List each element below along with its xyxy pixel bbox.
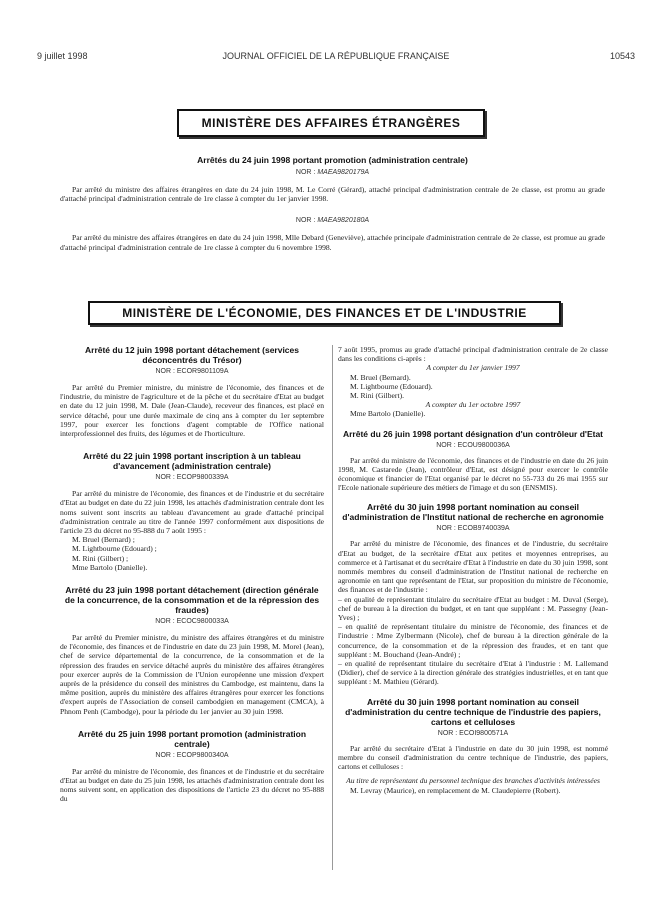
nor-reference: NOR : MAEA9820180A bbox=[295, 217, 370, 225]
nor-reference: NOR : ECOB9740039A bbox=[436, 525, 510, 533]
effective-date: A compter du 1er octobre 1997 bbox=[425, 400, 521, 410]
list-item: Mme Bartolo (Danielle). bbox=[72, 562, 148, 572]
section-foreign-affairs bbox=[60, 155, 605, 252]
article-title: Arrêté du 26 juin 1998 portant désignation d'un contrôleur d'Etat bbox=[342, 428, 604, 439]
article-paragraph: Par arrêté du ministre des affaires étrangères en date du 24 juin 1998, Mlle Debard (Geneviève), attachée principale d'administration centrale de 2e classe, est promue au grade d'attaché principal d'administration centrale de 1re classe à compter du 6 novembre 1998. bbox=[60, 233, 605, 252]
page-header bbox=[37, 51, 635, 65]
article-paragraph: M. Levray (Maurice), en remplacement de M. Claudepierre (Robert). bbox=[350, 785, 561, 795]
list-item: M. Bruel (Bernard). bbox=[350, 372, 411, 382]
article-heading: Arrêtés du 24 juin 1998 portant promotion (administration centrale) bbox=[197, 155, 468, 165]
ministry-title-economy: MINISTÈRE DE L'ÉCONOMIE, DES FINANCES ET DE L'INDUSTRIE bbox=[88, 301, 561, 325]
list-item: Mme Bartolo (Danielle). bbox=[350, 409, 426, 419]
left-column bbox=[60, 345, 324, 804]
ministry-title-foreign-affairs: MINISTÈRE DES AFFAIRES ÉTRANGÈRES bbox=[177, 109, 485, 137]
list-item: M. Lightbourne (Edouard) ; bbox=[72, 544, 157, 554]
article-title: Arrêté du 23 juin 1998 portant détachement (direction générale de la concurrence, de la consommation et de la répression des fraudes) bbox=[64, 585, 320, 616]
right-column bbox=[338, 345, 608, 795]
article-paragraph: Par arrêté du ministre de l'économie, des finances et de l'industrie, du secrétaire d'Etat au budget, de la secrétaire d'Etat aux petites et moyennes entreprises, au commerce et à l'artisanat et du secrétaire d'Etat à l'industrie en date du 30 juin 1998, sont nommés membres du conseil d'administration de l'Institut national de recherche en agronomie en tant que représentant de l'Etat, sur proposition du ministre de l'économie, des finances et de l'industrie : bbox=[338, 539, 608, 595]
article-title: Arrêté du 30 juin 1998 portant nomination au conseil d'administration du centre technique de l'industrie des papiers, cartons et celluloses bbox=[345, 696, 601, 727]
article-paragraph-continued: 7 août 1995, promus au grade d'attaché principal d'administration centrale de 2e classe dans les conditions ci-après : bbox=[338, 345, 608, 364]
name-list bbox=[338, 409, 608, 418]
column-divider bbox=[332, 345, 333, 870]
name-list bbox=[338, 373, 608, 401]
list-item: – en qualité de représentant titulaire du ministre de l'économie, des finances et de l'industrie : Mme Zylbermann (Nicole), chef de bureau à la direction générale de la concurrence, de la consommation et de la répression des fraudes, et en tant que suppléant : M. Bouchand (Jean-André) ; bbox=[338, 622, 608, 659]
article-paragraph: Par arrêté du ministre des affaires étrangères en date du 24 juin 1998, M. Le Corré (Gérard), attaché principal d'administration centrale de 2e classe, est promu au grade d'attaché principal d'administration centrale de 1re classe à compter du 1er janvier 1998. bbox=[60, 185, 605, 204]
nor-reference: NOR : MAEA9820179A bbox=[295, 169, 370, 176]
effective-date: A compter du 1er janvier 1997 bbox=[426, 363, 520, 373]
header-journal: JOURNAL OFFICIEL DE LA RÉPUBLIQUE FRANÇAISE bbox=[222, 51, 450, 61]
nor-reference: NOR : ECOP9800340A bbox=[155, 751, 229, 759]
nor-reference: NOR : ECOU9800036A bbox=[436, 441, 510, 449]
article-paragraph: Par arrêté du secrétaire d'Etat à l'industrie en date du 30 juin 1998, est nommé membre du conseil d'administration du centre technique de l'industrie, des papiers, cartons et celluloses : bbox=[338, 743, 608, 772]
list-item: M. Rini (Gilbert). bbox=[350, 391, 404, 401]
article-paragraph: Par arrêté du Premier ministre, du ministre des affaires étrangères et du ministre de l'économie, des finances et de l'industrie en date du 23 juin 1998, M. Morel (Jean), chef de service départemental de la concurrence, de la consommation et de la répression des fraudes en service détaché auprès du ministère des affaires étrangères pour exercer auprès de la Commission de l'Union européenne une mission d'expert auprès de la présidence du conseil des ministres du Cambodge, est maintenu, dans la même position, auprès du ministère des affaires étrangères pour exercer les fonctions d'expert auprès de l'Association de conseil cambodgien en management (CMCA), à Phnom Penh (Cambodge), pour la période du 1er janvier au 30 juin 1998. bbox=[60, 633, 324, 716]
article-paragraph: Par arrêté du ministre de l'économie, des finances et de l'industrie et du secrétaire d'Etat au budget en date du 25 juin 1998, les attachés d'administration centrale dont les noms suivent sont, en application des dispositions de l'article 23 du décret no 95-888 du bbox=[60, 766, 324, 804]
nor-reference: NOR : ECOP9800339A bbox=[155, 474, 229, 482]
subsection-heading: Au titre de représentant du personnel technique des branches d'activités intéressées bbox=[346, 776, 600, 786]
list-item: – en qualité de représentant titulaire du secrétaire d'Etat au budget : M. Duval (Serge), chef de bureau à la direction du budget, et en tant que suppléant : M. Passegny (Jean-Yves) ; bbox=[338, 594, 608, 623]
name-list bbox=[60, 535, 324, 572]
article-paragraph: Par arrêté du Premier ministre, du ministre de l'économie, des finances et de l'industrie, du ministre de l'agriculture et de la pêche et du secrétaire d'Etat au budget en date du 12 juin 1998, M. Dale (Jean-Claude), receveur des finances, est placé en service détaché, pour une durée maximale de cinq ans à compter du 1er septembre 1997, pour exercer les fonctions d'agent comptable de l'Office national interprofessionnel des fruits, des légumes et de l'horticulture. bbox=[60, 383, 324, 439]
article-title: Arrêté du 30 juin 1998 portant nomination au conseil d'administration de l'Institut national de recherche en agronomie bbox=[342, 502, 604, 523]
list-item: M. Rini (Gilbert) ; bbox=[72, 553, 129, 563]
header-page-number: 10543 bbox=[609, 51, 635, 61]
list-item: M. Bruel (Bernard) ; bbox=[72, 535, 135, 545]
article-title: Arrêté du 12 juin 1998 portant détachement (services déconcentrés du Trésor) bbox=[85, 345, 299, 365]
header-date: 9 juillet 1998 bbox=[37, 51, 88, 61]
list-item: – en qualité de représentant titulaire du secrétaire d'Etat à l'industrie : M. Lallemand (Didier), chef de service à la direction générale des stratégies industrielles, et en tant que suppléant : M. Mathieu (Gérard). bbox=[338, 659, 608, 687]
article-paragraph: Par arrêté du ministre de l'économie, des finances et de l'industrie en date du 26 juin 1998, M. Castarede (Jean), contrôleur d'Etat, est désigné pour exercer le contrôle économique et financier de l'Etat organisé par le décret no 55-733 du 26 mai 1955 sur l'Ecole nationale supérieure des métiers de l'image et du son (ENSMIS). bbox=[338, 455, 608, 493]
article-title: Arrêté du 25 juin 1998 portant promotion (administration centrale) bbox=[77, 728, 307, 749]
nor-reference: NOR : ECOC9800033A bbox=[155, 618, 229, 626]
nor-reference: NOR : ECOI9800571A bbox=[437, 729, 509, 737]
article-title: Arrêté du 22 juin 1998 portant inscription à un tableau d'avancement (administration centrale) bbox=[83, 451, 301, 472]
list-item: M. Lightbourne (Edouard). bbox=[350, 381, 433, 391]
article-paragraph: Par arrêté du ministre de l'économie, des finances et de l'industrie et du secrétaire d'Etat au budget en date du 22 juin 1998, les attachés d'administration centrale dont les noms suivent sont inscrits au tableau d'avancement au grade d'attaché principal d'administration centrale au titre de l'année 1997 conformément aux dispositions de l'article 23 du décret no 95-888 du 7 août 1995 : bbox=[60, 489, 324, 536]
nor-reference: NOR : ECOR9801109A bbox=[155, 368, 229, 375]
